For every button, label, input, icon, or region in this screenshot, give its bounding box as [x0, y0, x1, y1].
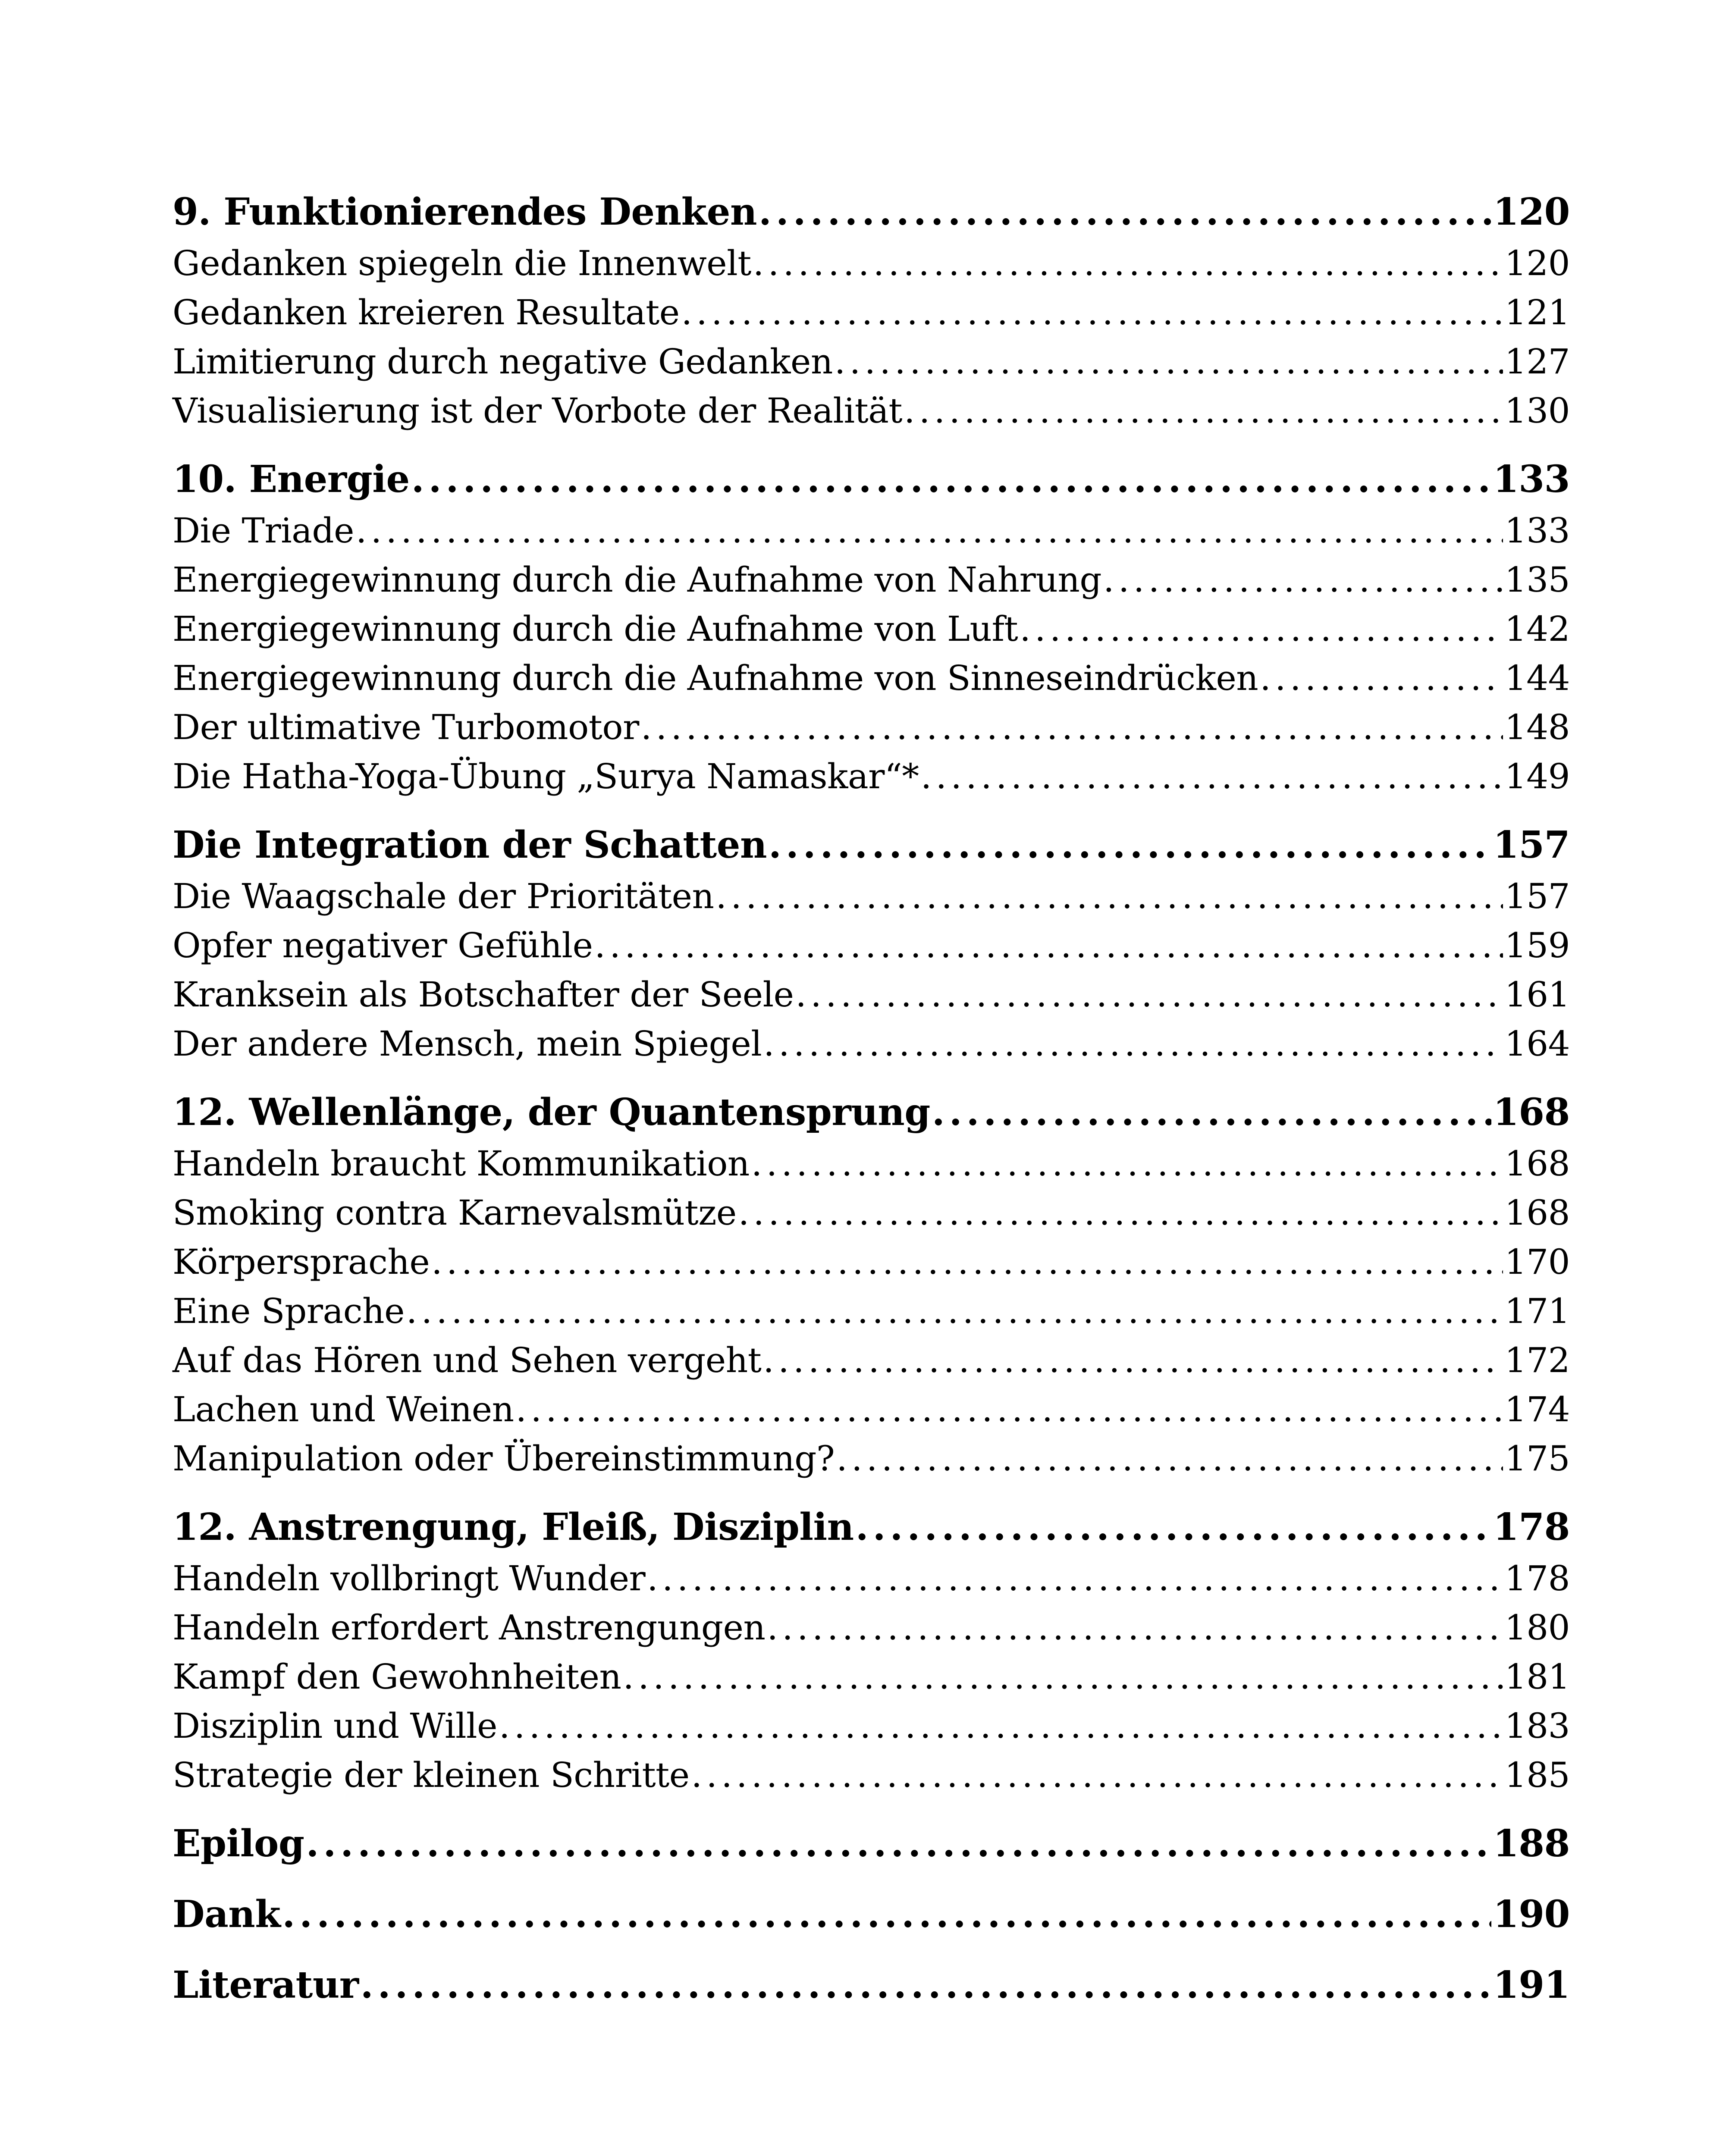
toc-page-number: 188 — [1493, 1822, 1570, 1865]
dot-leader — [921, 752, 1503, 801]
toc-section-title: Eine Sprache — [173, 1291, 405, 1331]
toc-page-number: 149 — [1504, 756, 1570, 796]
toc-section-entry[interactable] — [173, 1139, 1570, 1188]
toc-page-number: 185 — [1504, 1755, 1570, 1795]
toc-section-title: Kampf den Gewohnheiten — [173, 1657, 621, 1697]
toc-section-entry[interactable] — [173, 1188, 1570, 1238]
toc-page-number: 161 — [1504, 975, 1570, 1015]
toc-page-number: 180 — [1504, 1608, 1570, 1648]
toc-section-entry[interactable] — [173, 921, 1570, 970]
toc-page-number: 183 — [1504, 1706, 1570, 1746]
toc-section-title: Strategie der kleinen Schritte — [173, 1755, 690, 1795]
toc-page-number: 142 — [1504, 609, 1570, 649]
toc-chapter-title: Epilog — [173, 1822, 304, 1865]
toc-chapter-title: 9. Funktionierendes Denken — [173, 190, 757, 234]
toc-chapter-heading[interactable] — [173, 1501, 1570, 1554]
toc-page-number: 130 — [1504, 391, 1570, 431]
toc-section-title: Energiegewinnung durch die Aufnahme von Luft — [173, 609, 1018, 649]
toc-chapter — [173, 1501, 1570, 1800]
dot-leader — [406, 1287, 1503, 1336]
toc-chapter-title: 12. Anstrengung, Fleiß, Disziplin — [173, 1505, 854, 1549]
toc-section-title: Limitierung durch negative Gedanken — [173, 342, 833, 382]
toc-page-number: 144 — [1504, 658, 1570, 698]
dot-leader — [856, 1501, 1491, 1554]
dot-leader — [306, 1817, 1491, 1871]
toc-page-number: 127 — [1504, 342, 1570, 382]
toc-page-number: 175 — [1504, 1438, 1570, 1479]
toc-page-number: 120 — [1493, 190, 1570, 234]
dot-leader — [431, 1238, 1503, 1287]
toc-page-number: 181 — [1504, 1657, 1570, 1697]
dot-leader — [647, 1554, 1503, 1603]
dot-leader — [763, 1019, 1503, 1069]
dot-leader — [836, 1434, 1503, 1483]
toc-page-number: 148 — [1504, 707, 1570, 747]
toc-chapter-heading[interactable] — [173, 185, 1570, 239]
toc-section-title: Disziplin und Wille — [173, 1706, 497, 1746]
toc-section-entry[interactable] — [173, 386, 1570, 436]
toc-section-title: Kranksein als Botschafter der Seele — [173, 975, 794, 1015]
toc-section-entry[interactable] — [173, 239, 1570, 288]
toc-page-number: 168 — [1504, 1144, 1570, 1184]
toc-section-entry[interactable] — [173, 605, 1570, 654]
dot-leader — [623, 1652, 1503, 1702]
toc-chapter — [173, 1959, 1570, 2012]
dot-leader — [641, 703, 1503, 752]
dot-leader — [835, 337, 1503, 386]
dot-leader — [751, 1139, 1503, 1188]
dot-leader — [356, 506, 1503, 555]
toc-page-number: 168 — [1504, 1193, 1570, 1233]
toc-section-entry[interactable] — [173, 1434, 1570, 1483]
toc-page-number: 135 — [1504, 560, 1570, 600]
toc-section-title: Die Triade — [173, 511, 354, 551]
toc-section-entry[interactable] — [173, 1554, 1570, 1603]
toc-section-entry[interactable] — [173, 1652, 1570, 1702]
dot-leader — [716, 872, 1503, 921]
toc-chapter-heading[interactable] — [173, 1086, 1570, 1139]
toc-chapter-heading[interactable] — [173, 453, 1570, 506]
toc-section-entry[interactable] — [173, 1238, 1570, 1287]
toc-chapter-title: 10. Energie — [173, 458, 410, 501]
toc-section-entry[interactable] — [173, 872, 1570, 921]
toc-section-entry[interactable] — [173, 337, 1570, 386]
toc-section-entry[interactable] — [173, 1603, 1570, 1652]
toc-chapter — [173, 1817, 1570, 1871]
dot-leader — [763, 1336, 1503, 1385]
toc-section-entry[interactable] — [173, 555, 1570, 605]
toc-page-number: 178 — [1504, 1558, 1570, 1598]
toc-section-entry[interactable] — [173, 1019, 1570, 1069]
dot-leader — [932, 1086, 1491, 1139]
toc-page-number: 157 — [1493, 823, 1570, 867]
dot-leader — [681, 288, 1503, 337]
toc-section-title: Der andere Mensch, mein Spiegel — [173, 1024, 762, 1064]
toc-section-title: Energiegewinnung durch die Aufnahme von Sinneseindrücken — [173, 658, 1258, 698]
toc-section-entry[interactable] — [173, 1385, 1570, 1434]
toc-section-title: Visualisierung ist der Vorbote der Realität — [173, 391, 903, 431]
dot-leader — [499, 1702, 1503, 1751]
toc-chapter — [173, 818, 1570, 1069]
toc-section-entry[interactable] — [173, 288, 1570, 337]
dot-leader — [516, 1385, 1503, 1434]
toc-section-title: Die Waagschale der Prioritäten — [173, 876, 714, 916]
dot-leader — [1260, 654, 1503, 703]
toc-section-title: Lachen und Weinen — [173, 1389, 514, 1429]
toc-page-number: 174 — [1504, 1389, 1570, 1429]
toc-chapter — [173, 185, 1570, 436]
toc-page-number: 164 — [1504, 1024, 1570, 1064]
toc-chapter — [173, 1888, 1570, 1941]
toc-page-number: 159 — [1504, 925, 1570, 965]
toc-section-title: Körpersprache — [173, 1242, 430, 1282]
toc-section-title: Die Hatha-Yoga-Übung „Surya Namaskar“* — [173, 756, 919, 796]
dot-leader — [796, 970, 1503, 1019]
dot-leader — [1020, 605, 1503, 654]
toc-chapter-title: 12. Wellenlänge, der Quantensprung — [173, 1091, 930, 1134]
toc-section-title: Gedanken spiegeln die Innenwelt — [173, 243, 751, 283]
dot-leader — [691, 1751, 1503, 1800]
dot-leader — [411, 453, 1491, 506]
dot-leader — [361, 1959, 1491, 2012]
toc-section-entry[interactable] — [173, 1702, 1570, 1751]
toc-section-title: Smoking contra Karnevalsmütze — [173, 1193, 737, 1233]
toc-section-title: Auf das Hören und Sehen vergeht — [173, 1340, 762, 1380]
toc-chapter — [173, 453, 1570, 801]
toc-chapter-heading[interactable] — [173, 1959, 1570, 2012]
table-of-contents — [173, 185, 1570, 2029]
toc-section-entry[interactable] — [173, 506, 1570, 555]
toc-page-number: 133 — [1504, 511, 1570, 551]
toc-page-number: 120 — [1504, 243, 1570, 283]
toc-section-title: Manipulation oder Übereinstimmung? — [173, 1438, 835, 1479]
toc-section-entry[interactable] — [173, 752, 1570, 801]
dot-leader — [769, 818, 1491, 872]
toc-section-entry[interactable] — [173, 1336, 1570, 1385]
dot-leader — [753, 239, 1503, 288]
toc-section-entry[interactable] — [173, 654, 1570, 703]
toc-chapter-title: Die Integration der Schatten — [173, 823, 767, 867]
toc-section-title: Handeln erfordert Anstrengungen — [173, 1608, 766, 1648]
dot-leader — [767, 1603, 1503, 1652]
dot-leader — [759, 185, 1491, 239]
toc-chapter-heading[interactable] — [173, 1817, 1570, 1871]
toc-page-number: 178 — [1493, 1505, 1570, 1549]
toc-page-number: 168 — [1493, 1091, 1570, 1134]
toc-section-title: Der ultimative Turbomotor — [173, 707, 639, 747]
toc-section-entry[interactable] — [173, 1287, 1570, 1336]
toc-page-number: 157 — [1504, 876, 1570, 916]
toc-page-number: 172 — [1504, 1340, 1570, 1380]
toc-page-number: 133 — [1493, 458, 1570, 501]
toc-section-title: Gedanken kreieren Resultate — [173, 292, 680, 332]
dot-leader — [282, 1888, 1491, 1941]
toc-section-entry[interactable] — [173, 1751, 1570, 1800]
dot-leader — [738, 1188, 1503, 1238]
toc-chapter — [173, 1086, 1570, 1483]
toc-chapter-heading[interactable] — [173, 1888, 1570, 1941]
toc-section-title: Opfer negativer Gefühle — [173, 925, 593, 965]
toc-section-entry[interactable] — [173, 703, 1570, 752]
toc-chapter-title: Dank — [173, 1893, 281, 1936]
toc-section-entry[interactable] — [173, 970, 1570, 1019]
toc-page-number: 190 — [1493, 1893, 1570, 1936]
toc-section-title: Handeln vollbringt Wunder — [173, 1558, 646, 1598]
toc-section-title: Handeln braucht Kommunikation — [173, 1144, 750, 1184]
toc-chapter-heading[interactable] — [173, 818, 1570, 872]
toc-section-title: Energiegewinnung durch die Aufnahme von Nahrung — [173, 560, 1102, 600]
toc-chapter-title: Literatur — [173, 1963, 359, 2007]
dot-leader — [1103, 555, 1503, 605]
dot-leader — [904, 386, 1503, 436]
toc-page-number: 170 — [1504, 1242, 1570, 1282]
toc-page-number: 171 — [1504, 1291, 1570, 1331]
toc-page-number: 121 — [1504, 292, 1570, 332]
dot-leader — [594, 921, 1503, 970]
toc-page-number: 191 — [1493, 1963, 1570, 2007]
